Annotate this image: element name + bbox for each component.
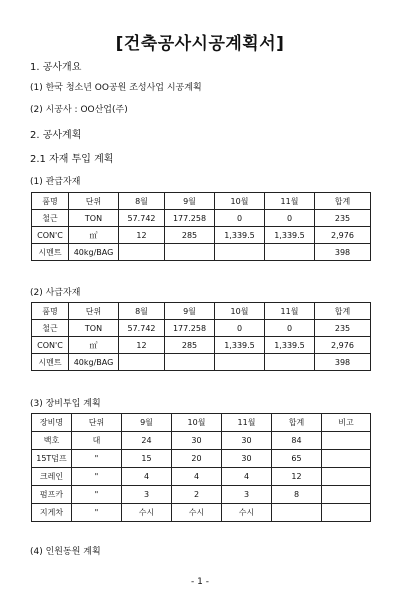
header-cell: 9월	[165, 303, 215, 320]
header-cell: 합계	[272, 414, 322, 432]
equipment-plan-table	[31, 413, 371, 522]
table-cell: ㎥	[69, 337, 119, 354]
table-cell: 30	[172, 432, 222, 450]
table-cell	[119, 244, 165, 261]
table-cell	[215, 354, 265, 371]
table-cell	[322, 486, 371, 504]
table-cell: 8	[272, 486, 322, 504]
table-cell: 3	[122, 486, 172, 504]
header-cell: 단위	[69, 193, 119, 210]
government-materials-table	[31, 192, 371, 261]
table-cell: 20	[172, 450, 222, 468]
header-cell: 9월	[165, 193, 215, 210]
table-cell: 40kg/BAG	[69, 244, 119, 261]
table-cell: 1,339.5	[215, 337, 265, 354]
table-header-row	[32, 414, 371, 432]
table-cell: 수시	[222, 504, 272, 522]
table-cell: 177.258	[165, 320, 215, 337]
table-cell: 30	[222, 450, 272, 468]
table-cell: 대	[72, 432, 122, 450]
header-cell: 11월	[265, 303, 315, 320]
private-materials-table	[31, 302, 371, 371]
section-2-1-heading: 2.1 자재 투입 계획	[30, 154, 114, 165]
table-cell: 177.258	[165, 210, 215, 227]
table-cell: 백호	[32, 432, 72, 450]
table-cell: 0	[215, 320, 265, 337]
project-line: (1) 한국 청소년 OO공원 조성사업 시공계획	[30, 83, 202, 93]
table-row	[32, 468, 371, 486]
section-2-heading: 2. 공사계획	[30, 130, 82, 141]
table-cell	[322, 468, 371, 486]
table-cell	[119, 354, 165, 371]
header-cell: 8월	[119, 193, 165, 210]
table-cell: TON	[69, 320, 119, 337]
header-cell: 비고	[322, 414, 371, 432]
table-cell: 시멘트	[32, 244, 69, 261]
table-cell: 24	[122, 432, 172, 450]
table-cell	[265, 244, 315, 261]
header-cell: 9월	[122, 414, 172, 432]
table-cell: 12	[272, 468, 322, 486]
table-cell: 1,339.5	[215, 227, 265, 244]
header-cell: 11월	[265, 193, 315, 210]
table-cell: "	[72, 504, 122, 522]
table-cell	[322, 450, 371, 468]
table-cell: 철근	[32, 210, 69, 227]
header-cell: 품명	[32, 303, 69, 320]
table-cell: 크레인	[32, 468, 72, 486]
table-header-row	[32, 303, 371, 320]
table-cell: 1,339.5	[265, 337, 315, 354]
header-cell: 합계	[315, 193, 371, 210]
subsection-private-materials: (2) 사급자재	[30, 288, 81, 298]
subsection-government-materials: (1) 관급자재	[30, 177, 81, 187]
header-cell: 10월	[215, 303, 265, 320]
document-title: [건축공사시공계획서]	[115, 34, 285, 54]
table-cell: 0	[265, 320, 315, 337]
table-cell: 3	[222, 486, 272, 504]
table-cell: CON'C	[32, 227, 69, 244]
table-cell: 235	[315, 320, 371, 337]
header-cell: 단위	[69, 303, 119, 320]
contractor-line: (2) 시공사 : OO산업(주)	[30, 105, 128, 115]
table-cell	[165, 244, 215, 261]
section-1-heading: 1. 공사개요	[30, 62, 82, 73]
header-cell: 장비명	[32, 414, 72, 432]
table-row	[32, 337, 371, 354]
table-cell: 2,976	[315, 337, 371, 354]
table-cell: 84	[272, 432, 322, 450]
table-cell	[322, 432, 371, 450]
table-cell: 398	[315, 244, 371, 261]
table-cell: 12	[119, 227, 165, 244]
header-cell: 10월	[215, 193, 265, 210]
header-cell: 10월	[172, 414, 222, 432]
table-row	[32, 320, 371, 337]
table-cell: 지게차	[32, 504, 72, 522]
header-cell: 품명	[32, 193, 69, 210]
table-cell: 57.742	[119, 320, 165, 337]
header-cell: 합계	[315, 303, 371, 320]
table-cell: ㎥	[69, 227, 119, 244]
subsection-personnel-plan: (4) 인원동원 계획	[30, 547, 101, 557]
table-cell	[272, 504, 322, 522]
table-cell: "	[72, 468, 122, 486]
subsection-equipment-plan: (3) 장비투입 계획	[30, 399, 101, 409]
table-row	[32, 354, 371, 371]
table-cell: 2	[172, 486, 222, 504]
table-cell: 30	[222, 432, 272, 450]
table-cell	[322, 504, 371, 522]
table-cell: 철근	[32, 320, 69, 337]
header-cell: 11월	[222, 414, 272, 432]
table-cell: 펌프카	[32, 486, 72, 504]
table-cell: 15	[122, 450, 172, 468]
header-cell: 단위	[72, 414, 122, 432]
table-cell: 4	[222, 468, 272, 486]
header-cell: 8월	[119, 303, 165, 320]
table-cell: "	[72, 450, 122, 468]
table-cell: 57.742	[119, 210, 165, 227]
table-row	[32, 450, 371, 468]
table-cell: 285	[165, 337, 215, 354]
table-cell: 1,339.5	[265, 227, 315, 244]
table-cell: 수시	[122, 504, 172, 522]
table-row	[32, 504, 371, 522]
table-row	[32, 227, 371, 244]
page-number: - 1 -	[191, 577, 209, 587]
table-cell	[215, 244, 265, 261]
table-cell: 시멘트	[32, 354, 69, 371]
table-cell: 0	[265, 210, 315, 227]
table-cell: 4	[172, 468, 222, 486]
table-cell	[265, 354, 315, 371]
table-cell: 0	[215, 210, 265, 227]
table-cell: 12	[119, 337, 165, 354]
table-cell: CON'C	[32, 337, 69, 354]
table-cell: 4	[122, 468, 172, 486]
table-cell: 398	[315, 354, 371, 371]
table-cell	[165, 354, 215, 371]
table-row	[32, 244, 371, 261]
table-cell: 2,976	[315, 227, 371, 244]
table-row	[32, 432, 371, 450]
table-row	[32, 210, 371, 227]
table-cell: 40kg/BAG	[69, 354, 119, 371]
table-row	[32, 486, 371, 504]
table-cell: 수시	[172, 504, 222, 522]
table-cell: 285	[165, 227, 215, 244]
table-cell: "	[72, 486, 122, 504]
table-cell: 235	[315, 210, 371, 227]
table-cell: 15T덤프	[32, 450, 72, 468]
table-header-row	[32, 193, 371, 210]
table-cell: 65	[272, 450, 322, 468]
table-cell: TON	[69, 210, 119, 227]
